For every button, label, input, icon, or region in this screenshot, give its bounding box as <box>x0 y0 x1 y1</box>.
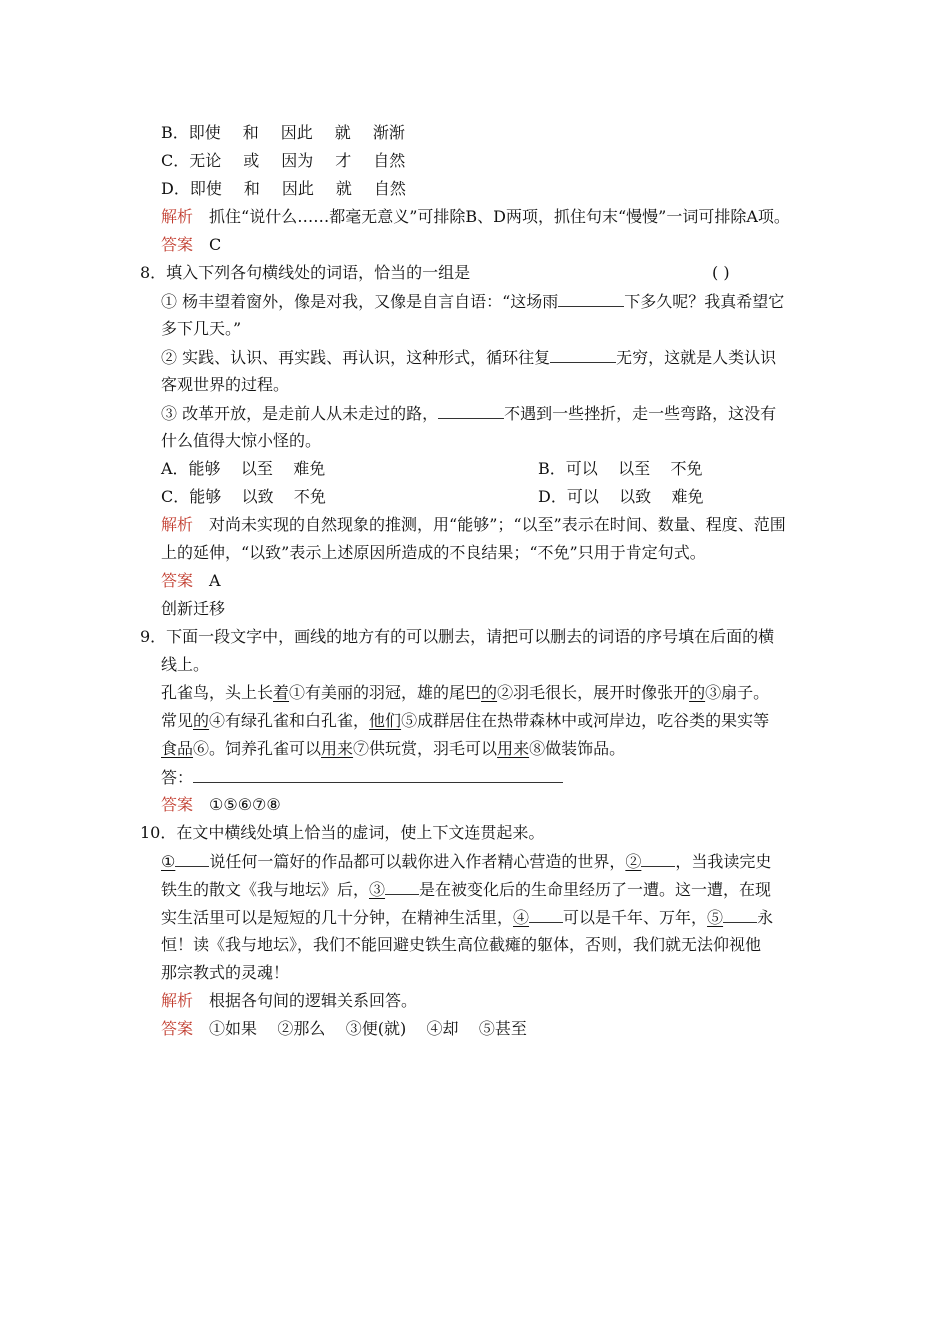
q8-option-c: C．能够 以致 不免 <box>161 487 326 506</box>
q10-passage-line-2: 铁生的散文《我与地坛》后，③ 是在被变化后的生命里经历了一遭。这一遭，在现 <box>161 880 772 899</box>
q8-analysis: 解析 对尚未实现的自然现象的推测，用“能够”；“以至”表示在时间、数量、程度、范围 <box>161 515 786 534</box>
q8-sentence-2-cont: 客观世界的过程。 <box>161 375 290 394</box>
section-heading: 创新迁移 <box>161 599 226 618</box>
q8-option-a: A．能够 以至 难免 <box>161 459 326 478</box>
q8-sentence-3-cont: 什么值得大惊小怪的。 <box>161 431 322 450</box>
q8-answer-paren: ( ) <box>712 263 730 282</box>
q10-answer: 答案 ①如果 ②那么 ③便(就) ④却 ⑤甚至 <box>161 1019 527 1038</box>
q10-passage-line-5: 那宗教式的灵魂！ <box>161 963 290 982</box>
q8-sentence-2: ② 实践、认识、再实践、再认识，这种形式，循环往复 无穷，这就是人类认识 <box>161 348 777 367</box>
answer-label: 答案 <box>161 571 194 590</box>
q8-analysis-cont: 上的延伸，“以致”表示上述原因所造成的不良结果；“不免”只用于肯定句式。 <box>161 543 706 562</box>
answer-label: 答案 <box>161 235 194 254</box>
q9-answer: 答案 ①⑤⑥⑦⑧ <box>161 795 281 814</box>
answer-label: 答案 <box>161 1019 194 1038</box>
q9-passage-line-1: 孔雀鸟，头上长着①有美丽的羽冠，雄的尾巴的②羽毛很长，展开时像张开的③扇子。 <box>161 683 770 702</box>
q9-passage-line-2: 常见的④有绿孔雀和白孔雀，他们⑤成群居住在热带森林中或河岸边，吃谷类的果实等 <box>161 711 770 730</box>
q8-option-b: B．可以 以至 不免 <box>538 459 703 478</box>
answer-blank <box>193 766 563 783</box>
q9-stem: 9．下面一段文字中，画线的地方有的可以删去，请把可以删去的词语的序号填在后面的横 <box>140 627 775 646</box>
q9-stem-cont: 线上。 <box>161 655 210 674</box>
fill-blank <box>550 346 616 363</box>
analysis-label: 解析 <box>161 515 194 534</box>
q7-option-c: C．无论 或 因为 才 自然 <box>161 151 406 170</box>
q8-sentence-1-cont: 多下几天。” <box>161 319 242 338</box>
q8-stem: 8．填入下列各句横线处的词语，恰当的一组是 <box>140 263 471 282</box>
q8-sentence-1: ① 杨丰望着窗外，像是对我，又像是自言自语：“这场雨 下多久呢？我真希望它 <box>161 292 785 311</box>
q10-stem: 10．在文中横线处填上恰当的虚词，使上下文连贯起来。 <box>140 823 545 842</box>
q8-sentence-3: ③ 改革开放，是走前人从未走过的路， 不遇到一些挫折，走一些弯路，这没有 <box>161 404 777 423</box>
q7-option-d: D．即使 和 因此 就 自然 <box>161 179 406 198</box>
q7-answer: 答案 C <box>161 235 222 254</box>
q10-passage-line-1: ① 说任何一篇好的作品都可以载你进入作者精心营造的世界，② ，当我读完史 <box>161 852 772 871</box>
q7-option-b: B．即使 和 因此 就 渐渐 <box>161 123 405 142</box>
q8-option-d: D．可以 以致 难免 <box>538 487 704 506</box>
q10-analysis: 解析 根据各句间的逻辑关系回答。 <box>161 991 418 1010</box>
q7-analysis: 解析 抓住“说什么……都毫无意义”可排除B、D两项，抓住句末“慢慢”一词可排除A项。 <box>161 207 790 226</box>
analysis-label: 解析 <box>161 991 194 1010</box>
q8-answer: 答案 A <box>161 571 221 590</box>
q9-answer-line: 答： <box>161 766 563 788</box>
q10-passage-line-4: 恒！读《我与地坛》，我们不能回避史铁生高位截瘫的躯体，否则，我们就无法仰视他 <box>161 935 762 954</box>
fill-blank <box>558 290 624 307</box>
analysis-label: 解析 <box>161 207 194 226</box>
answer-label: 答案 <box>161 795 194 814</box>
fill-blank <box>438 402 504 419</box>
q10-passage-line-3: 实生活里可以是短短的几十分钟，在精神生活里，④ 可以是千年、万年，⑤ 永 <box>161 908 774 927</box>
q9-passage-line-3: 食品⑥。饲养孔雀可以用来⑦供玩赏，羽毛可以用来⑧做装饰品。 <box>161 739 626 758</box>
